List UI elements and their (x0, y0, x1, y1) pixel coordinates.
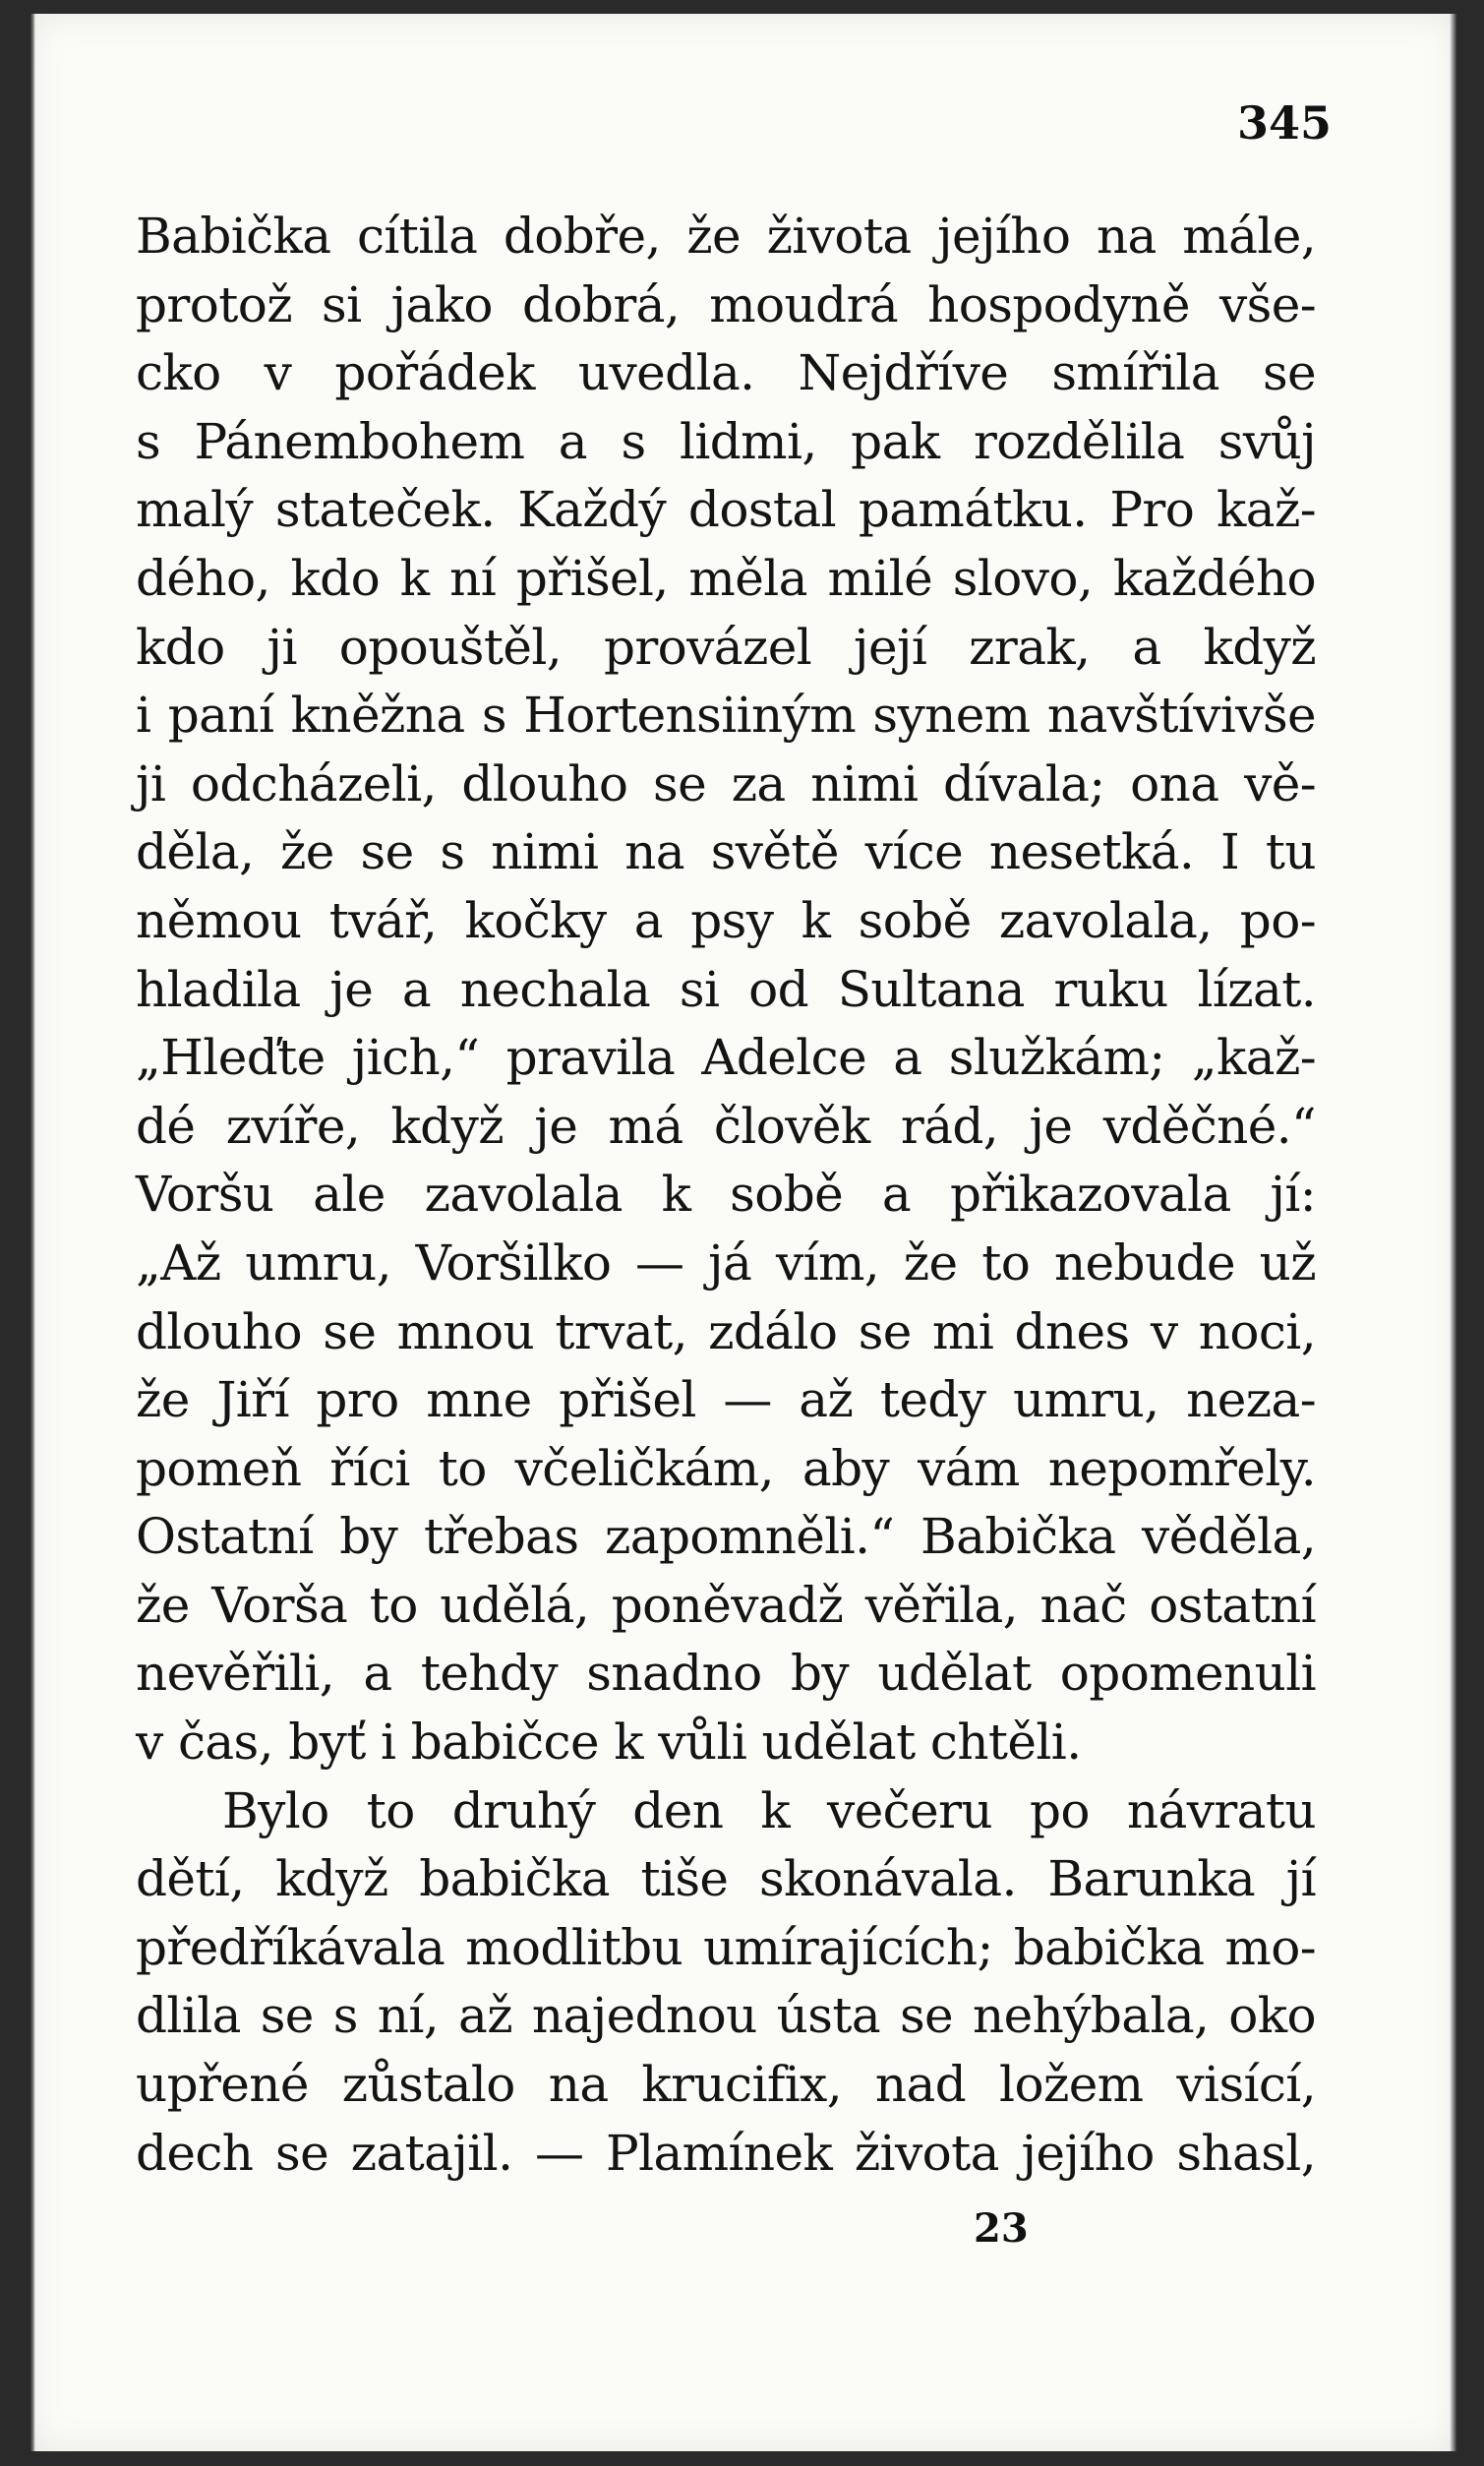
text-line: kdo ji opouštěl, provázel její zrak, a když (136, 618, 1316, 676)
page-number: 345 (1236, 96, 1332, 150)
text-line: Babička cítila dobře, že života jejího na mále, (136, 208, 1316, 265)
signature-mark: 23 (974, 2205, 1029, 2252)
text-line: němou tvář, kočky a psy k sobě zavolala, po- (136, 891, 1316, 949)
text-line: upřené zůstalo na krucifix, nad ložem visící, (136, 2056, 1316, 2114)
text-line: dech se zatajil. — Plamínek života jejího shasl, (136, 2124, 1316, 2182)
text-line: dého, kdo k ní přišel, měla milé slovo, každého (136, 549, 1316, 607)
text-line: dé zvíře, když je má člověk rád, je vděčné.“ (136, 1097, 1316, 1155)
text-line: i paní kněžna s Hortensiiným synem navštívivše (136, 687, 1316, 745)
text-line: s Pánembohem a s lidmi, pak rozdělila svůj (136, 412, 1316, 470)
text-line: Voršu ale zavolala k sobě a přikazovala jí: (136, 1166, 1316, 1224)
text-line: Ostatní by třebas zapomněli.“ Babička věděla, (136, 1508, 1316, 1566)
text-line: že Vorša to udělá, poněvadž věřila, nač ostatní (136, 1576, 1316, 1634)
text-line: v čas, byť i babičce k vůli udělat chtěli. (136, 1714, 1082, 1772)
text-line: dlouho se mnou trvat, zdálo se mi dnes v noci, (136, 1302, 1316, 1360)
paragraph (136, 1777, 1316, 2189)
text-line: „Hleďte jich,“ pravila Adelce a služkám; „kaž- (136, 1029, 1316, 1087)
text-line: dlila se s ní, až najednou ústa se nehýbala, oko (136, 1987, 1316, 2045)
text-line: Bylo to druhý den k večeru po návratu (222, 1781, 1316, 1839)
text-line: předříkávala modlitbu umírajících; babička mo- (136, 1918, 1316, 1976)
text-line: pomeň říci to včeličkám, aby vám nepomřely. (136, 1439, 1316, 1497)
page-right-edge (1450, 14, 1457, 2451)
text-line: nevěřili, a tehdy snadno by udělat opomenuli (136, 1645, 1316, 1703)
text-line: děla, že se s nimi na světě více nesetká. I tu (136, 823, 1316, 881)
paragraph (136, 203, 1316, 1777)
text-line: cko v pořádek uvedla. Nejdříve smířila se (136, 344, 1316, 402)
text-line: „Až umru, Voršilko — já vím, že to nebude už (136, 1233, 1316, 1292)
book-page (30, 14, 1457, 2451)
text-line: hladila je a nechala si od Sultana ruku lízat. (136, 960, 1316, 1018)
page-left-edge (30, 14, 35, 2451)
text-line: protož si jako dobrá, moudrá hospodyně vše- (136, 275, 1316, 333)
text-line: že Jiří pro mne přišel — až tedy umru, neza- (136, 1371, 1316, 1429)
text-line: ji odcházeli, dlouho se za nimi dívala; ona vě- (136, 754, 1316, 812)
text-line: malý stateček. Každý dostal památku. Pro kaž- (136, 481, 1316, 539)
body-text (136, 203, 1316, 2188)
text-line: dětí, když babička tiše skonávala. Barunka jí (136, 1850, 1316, 1908)
